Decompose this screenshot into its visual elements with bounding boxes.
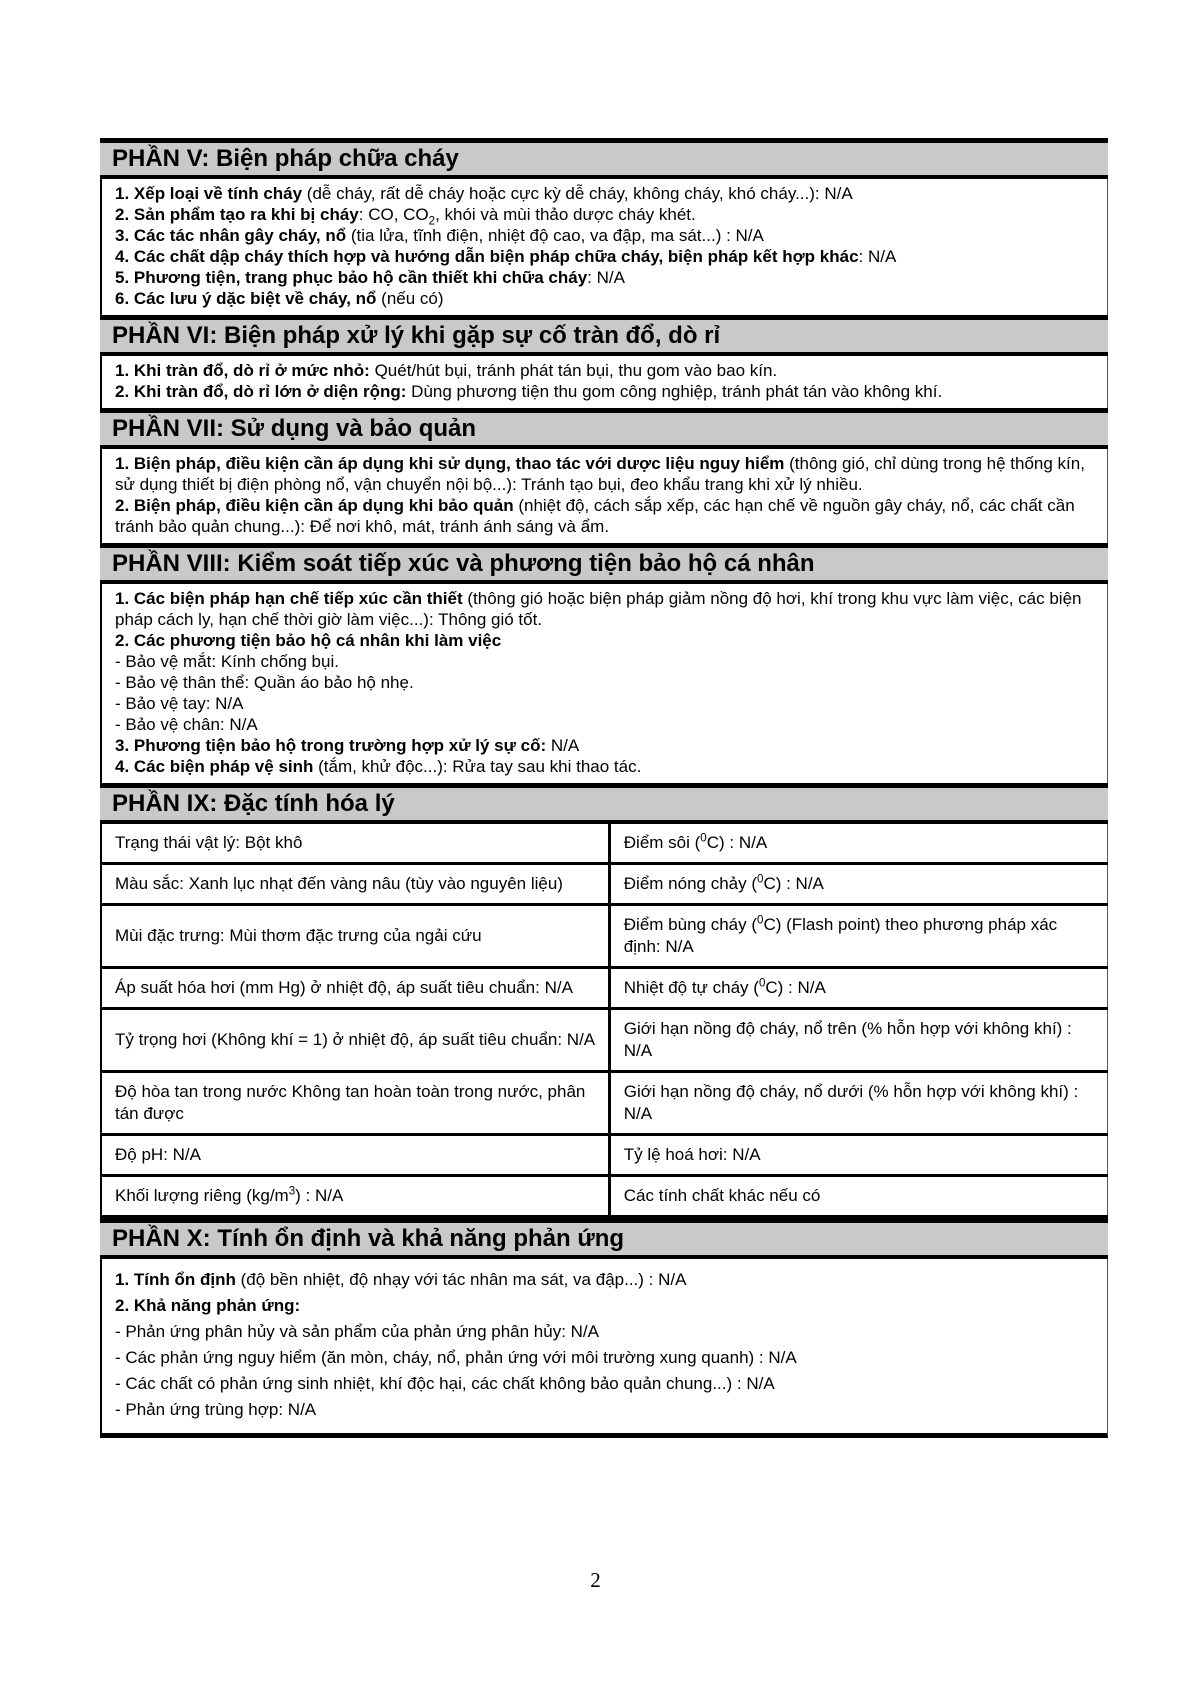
property-cell-left	[101, 1176, 609, 1217]
text-segment: Nhiệt độ tự cháy (	[623, 978, 759, 997]
text-segment: - Phản ứng phân hủy và sản phẩm của phản ứng phân hủy: N/A	[115, 1322, 599, 1341]
text-line	[115, 693, 1099, 714]
property-cell-left	[101, 1072, 609, 1135]
section-title: PHẦN VIII: Kiểm soát tiếp xúc và phương tiện bảo hộ cá nhân	[112, 550, 815, 577]
text-segment: (độ bền nhiệt, độ nhạy với tác nhân ma sát, va đập...) : N/A	[235, 1270, 687, 1289]
text-segment: (thông gió hoặc biện pháp giảm nồng độ hơi, khí trong khu vực làm việc, các biện pháp cách ly, hạn chế thời giờ làm việc...): Thông gió tốt.	[115, 589, 1082, 629]
text-segment: Mùi đặc trưng: Mùi thơm đặc trưng của ngải cứu	[115, 926, 482, 945]
text-line	[115, 735, 1099, 756]
section-body	[100, 179, 1108, 315]
text-segment: 3. Các tác nhân gây cháy, nổ	[115, 226, 347, 245]
text-line	[115, 1371, 1099, 1397]
text-line	[115, 651, 1099, 672]
text-segment: 1. Biện pháp, điều kiện cần áp dụng khi sử dụng, thao tác với dược liệu nguy hiểm	[115, 454, 785, 473]
text-segment: : CO, CO	[358, 205, 429, 224]
text-line	[115, 204, 1099, 228]
text-segment: Điểm nóng chảy (	[623, 874, 758, 893]
text-segment: ) : N/A	[295, 1186, 344, 1205]
section-title: PHẦN IX: Đặc tính hóa lý	[112, 790, 395, 817]
section-title: PHẦN VII: Sử dụng và bảo quản	[112, 415, 477, 442]
physical-properties-table	[100, 824, 1108, 1218]
text-segment: (nhiệt độ, cách sắp xếp, các hạn chế về nguồn gây cháy, nổ, các chất cần tránh bảo quản chung...): Để nơi khô, mát, tránh ánh sáng và ẩm.	[115, 496, 1075, 536]
text-segment: C) : N/A	[706, 833, 768, 852]
text-line	[115, 1319, 1099, 1345]
text-segment: (tắm, khử độc...): Rửa tay sau khi thao tác.	[313, 757, 642, 776]
section-title: PHẦN X: Tính ổn định và khả năng phản ứng	[112, 1225, 625, 1252]
section-body	[100, 584, 1108, 783]
text-segment: 6. Các lưu ý dặc biệt về cháy, nổ	[115, 289, 377, 308]
property-cell-left	[101, 1135, 609, 1176]
text-segment: Màu sắc: Xanh lục nhạt đến vàng nâu (tùy vào nguyên liệu)	[115, 874, 563, 893]
section-body	[100, 1259, 1108, 1438]
text-segment: (nếu có)	[376, 289, 444, 308]
section-body	[100, 356, 1108, 408]
text-line	[115, 495, 1099, 537]
property-cell-right	[609, 968, 1107, 1009]
text-segment: Trạng thái vật lý: Bột khô	[115, 833, 303, 852]
text-segment: - Các chất có phản ứng sinh nhiệt, khí độc hại, các chất không bảo quản chung...) : N/A	[115, 1374, 775, 1393]
text-segment: 2. Khi tràn đổ, dò rỉ lớn ở diện rộng:	[115, 382, 407, 401]
table-row	[101, 968, 1108, 1009]
table-row	[101, 1072, 1108, 1135]
text-segment: - Bảo vệ mắt: Kính chống bụi.	[115, 652, 339, 671]
text-segment: - Bảo vệ tay: N/A	[115, 694, 244, 713]
text-line	[115, 588, 1099, 630]
property-cell-right	[609, 905, 1107, 968]
section-header	[100, 543, 1108, 584]
property-cell-right	[609, 864, 1107, 905]
text-segment: : N/A	[587, 268, 625, 287]
text-segment: - Các phản ứng nguy hiểm (ăn mòn, cháy, nổ, phản ứng với môi trường xung quanh) : N/A	[115, 1348, 797, 1367]
text-line	[115, 288, 1099, 309]
text-line	[115, 246, 1099, 267]
text-line	[115, 672, 1099, 693]
section-header	[100, 783, 1108, 824]
text-segment: 0	[757, 914, 764, 927]
text-line	[115, 267, 1099, 288]
text-segment: C) : N/A	[763, 874, 824, 893]
text-segment: 2	[428, 215, 436, 228]
text-segment: (tia lửa, tĩnh điện, nhiệt độ cao, va đập, ma sát...) : N/A	[346, 226, 764, 245]
text-segment: Giới hạn nồng độ cháy, nổ trên (% hỗn hợp với không khí) : N/A	[623, 1019, 1072, 1060]
text-segment: 0	[758, 977, 766, 990]
property-cell-left	[101, 968, 609, 1009]
text-segment: 2. Sản phẩm tạo ra khi bị cháy	[115, 205, 359, 224]
text-segment: , khói và mùi thảo dược cháy khét.	[435, 205, 696, 224]
property-cell-left	[101, 864, 609, 905]
table-row	[101, 824, 1108, 864]
text-segment: Áp suất hóa hơi (mm Hg) ở nhiệt độ, áp suất tiêu chuẩn: N/A	[115, 978, 573, 997]
text-segment: : N/A	[858, 247, 897, 266]
text-segment: Giới hạn nồng độ cháy, nổ dưới (% hỗn hợp với không khí) : N/A	[623, 1082, 1079, 1123]
text-segment: 4. Các chất dập cháy thích hợp và hướng dẫn biện pháp chữa cháy, biện pháp kết hợp khác	[115, 247, 859, 266]
section-phan-x	[100, 1218, 1108, 1438]
text-segment: Điểm bùng cháy (	[623, 915, 758, 934]
text-segment: Khối lượng riêng (kg/m	[115, 1186, 289, 1205]
text-line	[115, 1397, 1099, 1423]
section-phan-viii	[100, 543, 1108, 783]
section-phan-vii	[100, 408, 1108, 543]
text-segment: Tỷ trọng hơi (Không khí = 1) ở nhiệt độ, áp suất tiêu chuẩn: N/A	[115, 1030, 596, 1049]
text-segment: - Bảo vệ thân thể: Quần áo bảo hộ nhẹ.	[115, 673, 414, 692]
text-segment: 2. Khả năng phản ứng:	[115, 1296, 301, 1315]
text-segment: Các tính chất khác nếu có	[623, 1186, 821, 1205]
text-segment: C) (Flash point) theo phương pháp xác định: N/A	[623, 915, 1058, 956]
text-line	[115, 1267, 1099, 1293]
text-segment: 4. Các biện pháp vệ sinh	[115, 757, 314, 776]
section-header	[100, 1218, 1108, 1259]
table-row	[101, 1135, 1108, 1176]
property-cell-right	[609, 1176, 1107, 1217]
text-segment: C) : N/A	[765, 978, 826, 997]
section-body	[100, 449, 1108, 543]
text-segment: N/A	[546, 736, 580, 755]
section-header	[100, 315, 1108, 356]
property-cell-right	[609, 1009, 1107, 1072]
text-segment: 0	[757, 873, 764, 886]
text-segment: Độ pH: N/A	[115, 1145, 201, 1164]
text-segment: 1. Tính ổn định	[115, 1270, 236, 1289]
text-line	[115, 1345, 1099, 1371]
text-segment: - Phản ứng trùng hợp: N/A	[115, 1400, 317, 1419]
text-segment: 1. Xếp loại về tính cháy	[115, 184, 303, 203]
section-title: PHẦN VI: Biện pháp xử lý khi gặp sự cố tràn đổ, dò rỉ	[112, 322, 721, 349]
text-segment: 1. Các biện pháp hạn chế tiếp xúc cần thiết	[115, 589, 463, 608]
property-cell-right	[609, 824, 1107, 864]
section-phan-v	[100, 138, 1108, 315]
text-line	[115, 714, 1099, 735]
text-line	[115, 381, 1099, 402]
section-header	[100, 138, 1108, 179]
text-line	[115, 1293, 1099, 1319]
text-segment: 3. Phương tiện bảo hộ trong trường hợp xử lý sự cố:	[115, 736, 547, 755]
text-segment: 3	[288, 1185, 296, 1198]
page-number: 2	[590, 1568, 601, 1592]
text-segment: 2. Các phương tiện bảo hộ cá nhân khi làm việc	[115, 631, 502, 650]
table-row	[101, 905, 1108, 968]
text-line	[115, 630, 1099, 651]
text-segment: 2. Biện pháp, điều kiện cần áp dụng khi bảo quản	[115, 496, 514, 515]
table-row	[101, 864, 1108, 905]
property-cell-left	[101, 1009, 609, 1072]
section-phan-vi	[100, 315, 1108, 408]
text-segment: Độ hòa tan trong nước Không tan hoàn toàn trong nước, phân tán được	[115, 1082, 586, 1123]
text-segment: (dễ cháy, rất dễ cháy hoặc cực kỳ dễ cháy, không cháy, khó cháy...): N/A	[302, 184, 853, 203]
safety-data-sheet-page	[100, 138, 1108, 1438]
text-line	[115, 225, 1099, 246]
section-header	[100, 408, 1108, 449]
text-segment: 1. Khi tràn đổ, dò rỉ ở mức nhỏ:	[115, 361, 370, 380]
property-cell-left	[101, 824, 609, 864]
text-segment: - Bảo vệ chân: N/A	[115, 715, 258, 734]
text-segment: 5. Phương tiện, trang phục bảo hộ cần thiết khi chữa cháy	[115, 268, 588, 287]
table-row	[101, 1009, 1108, 1072]
text-segment: (thông gió, chỉ dùng trong hệ thống kín, sử dụng thiết bị điện phòng nổ, vận chuyển nội bộ...): Tránh tạo bụi, đeo khẩu trang khi xử lý nhiều.	[115, 454, 1085, 494]
text-segment: Tỷ lệ hoá hơi: N/A	[623, 1145, 761, 1164]
text-segment: Quét/hút bụi, tránh phát tán bụi, thu gom vào bao kín.	[369, 361, 778, 380]
section-phan-ix	[100, 783, 1108, 1218]
text-segment: Điểm sôi (	[623, 833, 701, 852]
property-cell-right	[609, 1072, 1107, 1135]
text-line	[115, 183, 1099, 204]
property-cell-left	[101, 905, 609, 968]
text-line	[115, 453, 1099, 495]
property-cell-right	[609, 1135, 1107, 1176]
section-title: PHẦN V: Biện pháp chữa cháy	[112, 145, 459, 172]
text-line	[115, 360, 1099, 381]
text-line	[115, 756, 1099, 777]
text-segment: 0	[700, 832, 707, 845]
text-segment: Dùng phương tiện thu gom công nghiệp, tránh phát tán vào không khí.	[406, 382, 943, 401]
table-row	[101, 1176, 1108, 1217]
